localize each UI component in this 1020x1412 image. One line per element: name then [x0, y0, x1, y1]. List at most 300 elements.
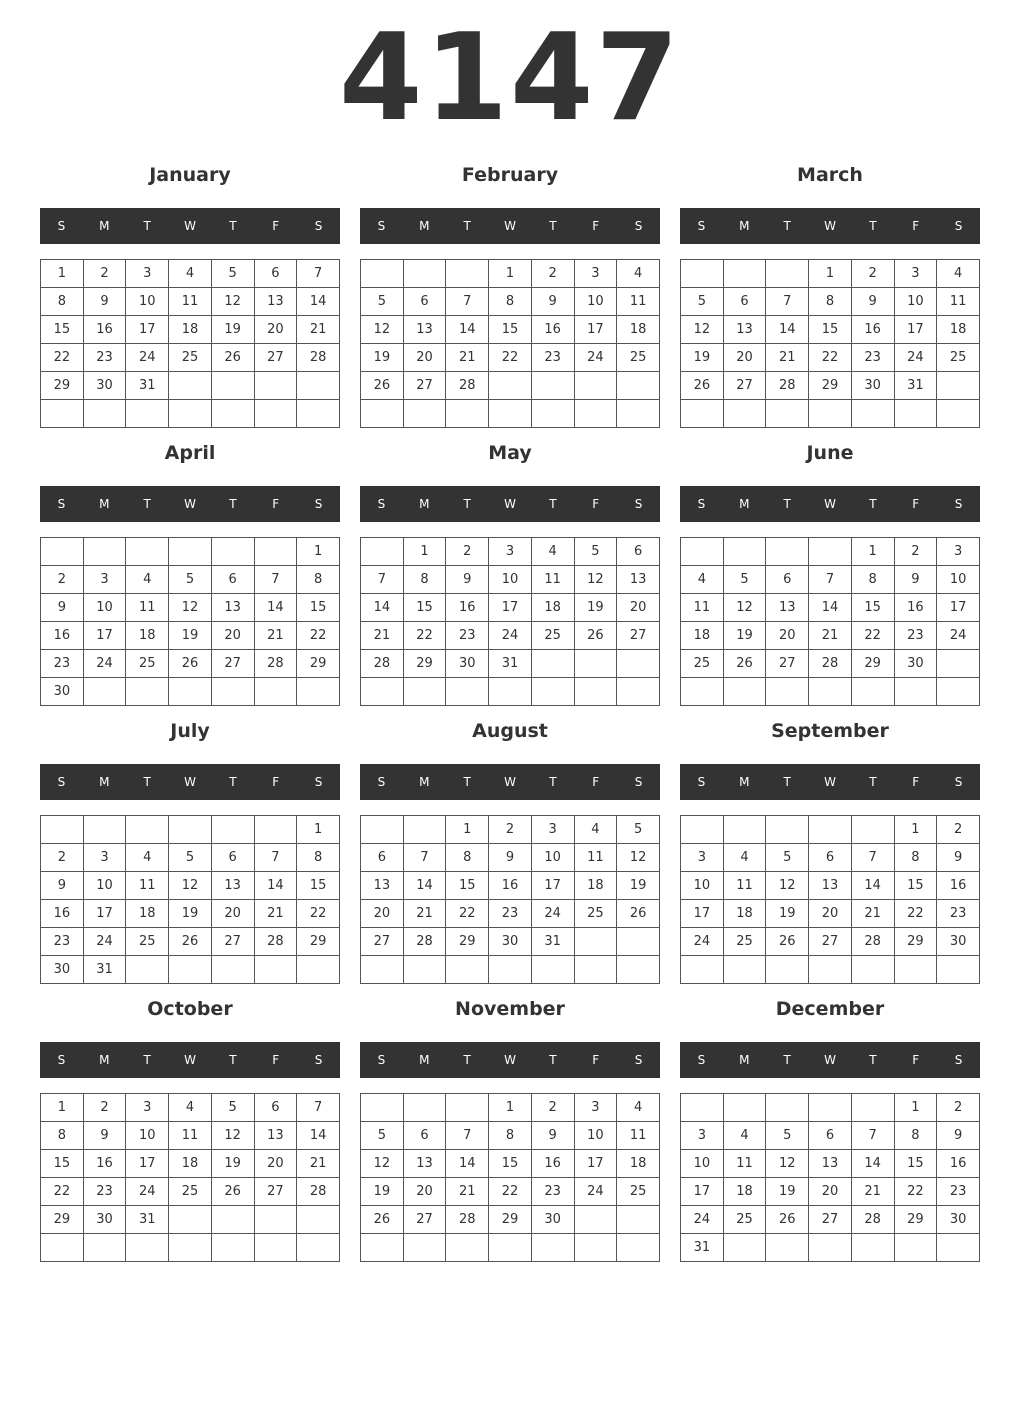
day-cell: 20	[254, 1150, 297, 1178]
weekday-label: T	[783, 219, 791, 233]
day-cell: 3	[894, 260, 937, 288]
day-cell: 7	[254, 566, 297, 594]
day-cell: 11	[937, 288, 980, 316]
empty-cell	[126, 956, 169, 984]
week-row	[41, 650, 340, 678]
day-cell: 17	[531, 872, 574, 900]
month-april	[40, 438, 340, 708]
empty-cell	[809, 678, 852, 706]
day-cell: 2	[41, 566, 84, 594]
day-cell: 6	[211, 566, 254, 594]
empty-cell	[531, 1234, 574, 1262]
day-cell: 25	[126, 928, 169, 956]
day-cell: 6	[809, 1122, 852, 1150]
week-row	[41, 928, 340, 956]
day-cell: 7	[446, 1122, 489, 1150]
day-cell: 16	[531, 316, 574, 344]
day-grid	[40, 815, 340, 984]
week-row	[361, 566, 660, 594]
day-cell: 15	[851, 594, 894, 622]
day-cell: 4	[169, 1094, 212, 1122]
day-cell: 23	[531, 1178, 574, 1206]
empty-cell	[297, 678, 340, 706]
day-cell: 3	[681, 844, 724, 872]
day-cell: 29	[894, 928, 937, 956]
day-cell: 8	[297, 844, 340, 872]
day-cell: 26	[169, 650, 212, 678]
day-cell: 21	[851, 900, 894, 928]
day-cell: 11	[617, 1122, 660, 1150]
day-cell: 5	[169, 844, 212, 872]
day-cell: 15	[489, 1150, 532, 1178]
day-cell: 8	[41, 1122, 84, 1150]
day-cell: 11	[531, 566, 574, 594]
day-cell: 19	[617, 872, 660, 900]
month-december	[680, 994, 980, 1264]
weekday-label: S	[634, 219, 643, 233]
empty-cell	[211, 956, 254, 984]
day-cell: 20	[766, 622, 809, 650]
day-cell: 27	[211, 650, 254, 678]
week-row	[41, 872, 340, 900]
empty-cell	[403, 1234, 446, 1262]
day-cell: 9	[531, 1122, 574, 1150]
day-cell: 25	[531, 622, 574, 650]
empty-cell	[766, 1094, 809, 1122]
day-cell: 31	[126, 372, 169, 400]
day-cell: 14	[809, 594, 852, 622]
day-cell: 13	[766, 594, 809, 622]
weekday-label: S	[954, 1053, 963, 1067]
week-row	[41, 844, 340, 872]
day-cell: 15	[41, 1150, 84, 1178]
day-cell: 16	[894, 594, 937, 622]
empty-cell	[403, 400, 446, 428]
day-cell: 9	[894, 566, 937, 594]
day-cell: 2	[937, 1094, 980, 1122]
weekday-label: W	[824, 775, 836, 789]
week-row	[41, 372, 340, 400]
day-cell: 30	[446, 650, 489, 678]
empty-cell	[297, 956, 340, 984]
weekday-label: F	[592, 219, 600, 233]
day-cell: 14	[254, 594, 297, 622]
weekday-label: S	[954, 497, 963, 511]
weekday-header	[360, 208, 660, 244]
day-cell: 13	[211, 594, 254, 622]
day-cell: 27	[809, 1206, 852, 1234]
day-cell: 28	[446, 1206, 489, 1234]
day-cell: 26	[681, 372, 724, 400]
day-grid	[360, 537, 660, 706]
week-row	[361, 844, 660, 872]
empty-cell	[723, 400, 766, 428]
day-cell: 19	[766, 900, 809, 928]
day-cell: 6	[254, 260, 297, 288]
day-cell: 5	[681, 288, 724, 316]
day-cell: 7	[254, 844, 297, 872]
day-cell: 16	[531, 1150, 574, 1178]
day-cell: 31	[681, 1234, 724, 1262]
empty-cell	[574, 678, 617, 706]
day-cell: 10	[531, 844, 574, 872]
day-cell: 7	[851, 1122, 894, 1150]
day-cell: 29	[297, 650, 340, 678]
weekday-label: S	[697, 1053, 706, 1067]
empty-cell	[617, 678, 660, 706]
weekday-label: F	[272, 219, 280, 233]
weekday-label: S	[314, 219, 323, 233]
week-row	[361, 316, 660, 344]
weekday-label: T	[463, 497, 471, 511]
empty-cell	[937, 400, 980, 428]
day-cell: 14	[446, 1150, 489, 1178]
day-cell: 10	[126, 1122, 169, 1150]
empty-cell	[809, 956, 852, 984]
day-cell: 30	[41, 956, 84, 984]
week-row	[41, 260, 340, 288]
empty-cell	[169, 372, 212, 400]
day-cell: 20	[403, 1178, 446, 1206]
empty-cell	[809, 816, 852, 844]
day-cell: 23	[83, 344, 126, 372]
weekday-label: M	[739, 775, 750, 789]
empty-cell	[83, 400, 126, 428]
day-cell: 28	[809, 650, 852, 678]
weekday-header	[40, 1042, 340, 1078]
day-cell: 3	[489, 538, 532, 566]
day-cell: 27	[723, 372, 766, 400]
month-name: October	[147, 998, 233, 1020]
day-cell: 30	[894, 650, 937, 678]
day-cell: 18	[126, 900, 169, 928]
empty-cell	[723, 1234, 766, 1262]
day-cell: 12	[361, 316, 404, 344]
empty-cell	[617, 1234, 660, 1262]
day-cell: 30	[531, 1206, 574, 1234]
week-row	[361, 900, 660, 928]
day-cell: 9	[41, 872, 84, 900]
empty-cell	[681, 538, 724, 566]
day-cell: 24	[126, 344, 169, 372]
day-cell: 21	[254, 622, 297, 650]
day-cell: 2	[446, 538, 489, 566]
weekday-label: F	[592, 775, 600, 789]
empty-cell	[83, 678, 126, 706]
weekday-label: F	[272, 775, 280, 789]
empty-cell	[446, 678, 489, 706]
week-row	[361, 1206, 660, 1234]
empty-cell	[361, 1094, 404, 1122]
day-cell: 6	[361, 844, 404, 872]
day-cell: 20	[254, 316, 297, 344]
empty-cell	[254, 678, 297, 706]
weekday-label: T	[869, 497, 877, 511]
weekday-label: M	[739, 219, 750, 233]
empty-cell	[937, 650, 980, 678]
day-grid	[360, 815, 660, 984]
day-cell: 1	[403, 538, 446, 566]
day-cell: 1	[894, 816, 937, 844]
day-cell: 23	[851, 344, 894, 372]
day-cell: 29	[446, 928, 489, 956]
empty-cell	[574, 928, 617, 956]
day-cell: 23	[83, 1178, 126, 1206]
day-cell: 10	[574, 1122, 617, 1150]
day-cell: 6	[617, 538, 660, 566]
weekday-label: S	[954, 775, 963, 789]
week-row	[41, 1122, 340, 1150]
weekday-label: F	[592, 497, 600, 511]
month-name: November	[455, 998, 565, 1020]
day-cell: 31	[126, 1206, 169, 1234]
day-cell: 20	[723, 344, 766, 372]
day-cell: 25	[574, 900, 617, 928]
week-row	[681, 1178, 980, 1206]
weekday-label: T	[229, 775, 237, 789]
day-cell: 5	[574, 538, 617, 566]
weekday-label: T	[143, 497, 151, 511]
weekday-header	[360, 486, 660, 522]
weekday-label: M	[99, 497, 110, 511]
empty-cell	[126, 400, 169, 428]
empty-cell	[766, 1234, 809, 1262]
weekday-label: S	[954, 219, 963, 233]
week-row	[361, 1094, 660, 1122]
day-cell: 13	[361, 872, 404, 900]
day-cell: 15	[489, 316, 532, 344]
day-cell: 10	[126, 288, 169, 316]
day-cell: 12	[766, 872, 809, 900]
weekday-label: S	[314, 775, 323, 789]
day-cell: 17	[83, 900, 126, 928]
day-cell: 1	[41, 1094, 84, 1122]
day-cell: 28	[361, 650, 404, 678]
day-cell: 15	[403, 594, 446, 622]
day-cell: 25	[169, 1178, 212, 1206]
month-name: June	[806, 442, 854, 464]
day-cell: 27	[403, 372, 446, 400]
week-row	[681, 566, 980, 594]
empty-cell	[617, 928, 660, 956]
day-cell: 23	[41, 928, 84, 956]
day-cell: 4	[531, 538, 574, 566]
week-row	[41, 900, 340, 928]
day-cell: 21	[446, 344, 489, 372]
empty-cell	[851, 956, 894, 984]
empty-cell	[617, 400, 660, 428]
day-cell: 17	[83, 622, 126, 650]
weekday-label: S	[697, 219, 706, 233]
week-row	[41, 288, 340, 316]
day-cell: 21	[809, 622, 852, 650]
week-row	[681, 816, 980, 844]
week-row	[41, 1150, 340, 1178]
day-cell: 24	[83, 928, 126, 956]
day-cell: 16	[41, 900, 84, 928]
weekday-label: T	[869, 219, 877, 233]
day-cell: 19	[766, 1178, 809, 1206]
day-cell: 26	[617, 900, 660, 928]
empty-cell	[851, 678, 894, 706]
day-cell: 2	[851, 260, 894, 288]
day-cell: 7	[297, 1094, 340, 1122]
empty-cell	[211, 372, 254, 400]
empty-cell	[531, 956, 574, 984]
day-cell: 14	[297, 1122, 340, 1150]
month-november	[360, 994, 660, 1264]
day-cell: 11	[723, 872, 766, 900]
day-cell: 30	[937, 1206, 980, 1234]
day-cell: 24	[681, 928, 724, 956]
day-cell: 15	[809, 316, 852, 344]
empty-cell	[297, 1206, 340, 1234]
day-cell: 14	[361, 594, 404, 622]
day-cell: 21	[254, 900, 297, 928]
day-cell: 16	[83, 316, 126, 344]
weekday-label: M	[419, 1053, 430, 1067]
week-row	[681, 594, 980, 622]
day-cell: 9	[489, 844, 532, 872]
day-cell: 20	[211, 622, 254, 650]
day-cell: 10	[681, 872, 724, 900]
weekday-label: S	[377, 1053, 386, 1067]
day-grid	[680, 1093, 980, 1262]
day-cell: 5	[211, 1094, 254, 1122]
day-cell: 2	[41, 844, 84, 872]
day-cell: 6	[254, 1094, 297, 1122]
day-cell: 16	[41, 622, 84, 650]
empty-cell	[574, 1206, 617, 1234]
week-row	[681, 956, 980, 984]
day-cell: 22	[809, 344, 852, 372]
weekday-label: T	[549, 1053, 557, 1067]
empty-cell	[894, 400, 937, 428]
day-cell: 9	[851, 288, 894, 316]
day-cell: 9	[83, 288, 126, 316]
day-cell: 6	[403, 1122, 446, 1150]
day-cell: 14	[766, 316, 809, 344]
empty-cell	[361, 678, 404, 706]
day-cell: 15	[894, 872, 937, 900]
empty-cell	[766, 538, 809, 566]
empty-cell	[766, 260, 809, 288]
day-cell: 29	[297, 928, 340, 956]
empty-cell	[254, 1206, 297, 1234]
day-cell: 17	[937, 594, 980, 622]
day-cell: 21	[403, 900, 446, 928]
weekday-label: W	[824, 497, 836, 511]
day-grid	[360, 259, 660, 428]
week-row	[361, 1150, 660, 1178]
week-row	[681, 344, 980, 372]
weekday-label: F	[272, 497, 280, 511]
day-cell: 25	[126, 650, 169, 678]
day-cell: 12	[723, 594, 766, 622]
weekday-header	[360, 1042, 660, 1078]
day-cell: 3	[574, 1094, 617, 1122]
empty-cell	[403, 678, 446, 706]
empty-cell	[809, 538, 852, 566]
day-cell: 28	[403, 928, 446, 956]
weekday-label: M	[739, 497, 750, 511]
month-may	[360, 438, 660, 708]
weekday-label: T	[229, 1053, 237, 1067]
week-row	[361, 344, 660, 372]
day-cell: 26	[766, 1206, 809, 1234]
day-cell: 30	[83, 372, 126, 400]
day-cell: 6	[809, 844, 852, 872]
day-cell: 31	[531, 928, 574, 956]
day-cell: 18	[681, 622, 724, 650]
day-cell: 9	[83, 1122, 126, 1150]
empty-cell	[297, 372, 340, 400]
day-cell: 21	[361, 622, 404, 650]
day-cell: 3	[126, 1094, 169, 1122]
day-cell: 1	[297, 538, 340, 566]
day-cell: 14	[446, 316, 489, 344]
weekday-label: M	[419, 219, 430, 233]
week-row	[361, 816, 660, 844]
week-row	[361, 928, 660, 956]
day-cell: 3	[126, 260, 169, 288]
weekday-label: M	[99, 775, 110, 789]
day-cell: 25	[681, 650, 724, 678]
weekday-label: W	[504, 775, 516, 789]
day-cell: 10	[83, 594, 126, 622]
day-cell: 10	[937, 566, 980, 594]
day-cell: 19	[169, 900, 212, 928]
empty-cell	[83, 1234, 126, 1262]
day-cell: 21	[446, 1178, 489, 1206]
day-cell: 4	[126, 566, 169, 594]
weekday-label: F	[912, 1053, 920, 1067]
day-cell: 17	[681, 900, 724, 928]
day-cell: 24	[937, 622, 980, 650]
day-cell: 21	[297, 316, 340, 344]
day-cell: 30	[41, 678, 84, 706]
day-cell: 4	[617, 260, 660, 288]
day-cell: 8	[446, 844, 489, 872]
day-cell: 17	[574, 1150, 617, 1178]
empty-cell	[361, 538, 404, 566]
week-row	[681, 1206, 980, 1234]
day-cell: 5	[617, 816, 660, 844]
empty-cell	[851, 400, 894, 428]
day-cell: 29	[489, 1206, 532, 1234]
day-cell: 14	[297, 288, 340, 316]
month-july	[40, 716, 340, 986]
day-cell: 11	[126, 594, 169, 622]
weekday-header	[680, 208, 980, 244]
day-cell: 23	[41, 650, 84, 678]
day-cell: 26	[211, 344, 254, 372]
day-cell: 13	[617, 566, 660, 594]
day-grid	[40, 259, 340, 428]
weekday-header	[40, 486, 340, 522]
month-january	[40, 160, 340, 430]
day-cell: 31	[894, 372, 937, 400]
empty-cell	[169, 1206, 212, 1234]
month-name: March	[797, 164, 863, 186]
day-cell: 15	[446, 872, 489, 900]
weekday-label: S	[634, 1053, 643, 1067]
empty-cell	[403, 956, 446, 984]
weekday-label: S	[57, 1053, 66, 1067]
empty-cell	[937, 678, 980, 706]
empty-cell	[169, 678, 212, 706]
weekday-label: S	[57, 219, 66, 233]
